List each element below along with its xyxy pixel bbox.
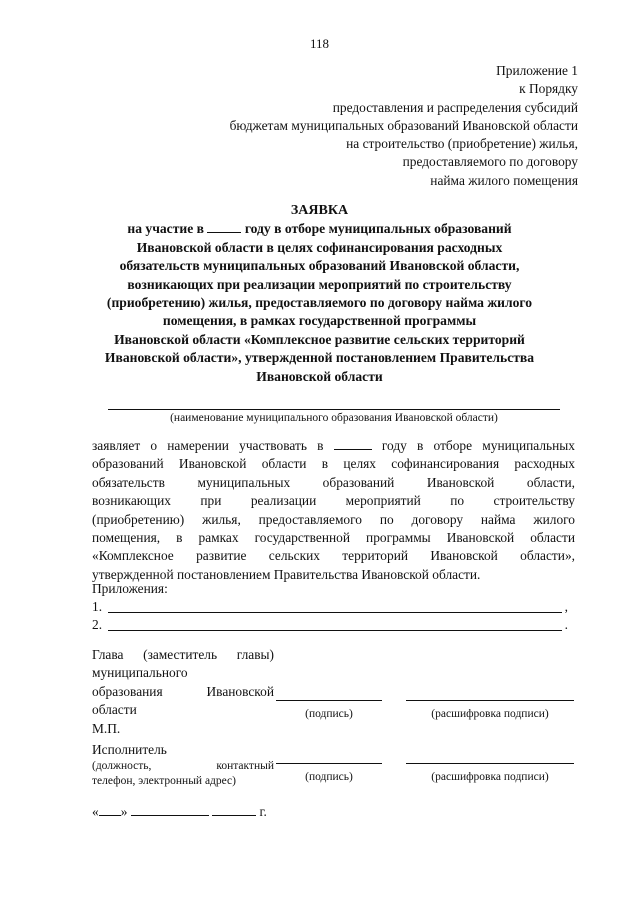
- heading-line: возникающих при реализации мероприятий по строительству: [127, 276, 512, 292]
- heading-line: (приобретению) жилья, предоставляемого по договору найма жилого: [106, 295, 533, 311]
- decoding-caption: (расшифровка подписи): [431, 771, 549, 783]
- attachment-end-mark: ,: [564, 599, 568, 614]
- statement-line: помещения, в рамках государственной программы Ивановской области: [92, 530, 575, 546]
- month-blank[interactable]: [131, 803, 209, 816]
- signature-caption: (подпись): [305, 708, 353, 720]
- executor-detail-line: [92, 759, 274, 774]
- heading-line: Ивановской области: [256, 368, 383, 384]
- statement-text: заявляет о намерении участвовать в: [92, 438, 324, 453]
- appendix-line: бюджетам муниципальных образований Ивановской области: [229, 117, 578, 133]
- appendix-line: предоставляемого по договору: [402, 154, 578, 170]
- heading-text: на участие в: [127, 221, 204, 237]
- appendix-line: предоставления и распределения субсидий: [332, 99, 578, 115]
- date-field: [92, 803, 267, 821]
- application-statement: [92, 437, 575, 584]
- year-suffix: г.: [259, 804, 267, 819]
- signatory-text: главы): [236, 647, 274, 662]
- heading-line: Ивановской области «Комплексное развитие сельских территорий: [114, 331, 525, 347]
- executor-signature-field[interactable]: [276, 763, 382, 764]
- signatory-text: образования: [92, 683, 163, 699]
- executor-detail-line: телефон, электронный адрес): [92, 775, 236, 787]
- decoding-caption: (расшифровка подписи): [431, 708, 549, 720]
- document-title: ЗАЯВКА: [290, 203, 349, 218]
- executor-details: [92, 759, 274, 789]
- heading-text: году в отборе муниципальных образований: [244, 221, 512, 237]
- statement-text: году в отборе муниципальных: [381, 438, 575, 453]
- head-signature-field[interactable]: [276, 700, 382, 701]
- appendix-reference: [118, 62, 578, 190]
- statement-line: (приобретению) жилья, предоставляемого по договору найма жилого: [92, 511, 575, 527]
- attachment-end-mark: .: [564, 617, 568, 632]
- head-signatory-block: [92, 646, 274, 738]
- head-decoding-field[interactable]: [406, 700, 574, 701]
- year-blank[interactable]: [212, 803, 256, 816]
- signatory-text: Глава: [92, 647, 124, 662]
- executor-block: [92, 741, 274, 789]
- statement-line: «Комплексное развитие сельских территорий Ивановской области»,: [92, 548, 575, 564]
- attachment-number: 2.: [92, 617, 103, 632]
- appendix-line: на строительство (приобретение) жилья,: [346, 136, 578, 152]
- heading-line: обязательств муниципальных образований Ивановской области,: [119, 258, 520, 274]
- attachments-title: Приложения:: [92, 581, 168, 596]
- quote-close: »: [120, 804, 128, 819]
- attachment-number: 1.: [92, 599, 103, 614]
- page-number: 118: [309, 36, 330, 51]
- executor-title: Исполнитель: [92, 742, 167, 757]
- statement-line: обязательств муниципальных образований Ивановской области,: [92, 474, 575, 490]
- day-blank[interactable]: [99, 803, 121, 816]
- signatory-text: Ивановской: [206, 683, 274, 699]
- municipality-name-caption: (наименование муниципального образования Ивановской области): [170, 412, 498, 424]
- statement-line: возникающих при реализации мероприятий по строительству: [92, 493, 575, 509]
- signatory-line: [92, 646, 274, 664]
- municipality-name-field[interactable]: [108, 409, 560, 410]
- attachment-item: [92, 616, 572, 634]
- executor-detail-text: контактный: [216, 760, 274, 772]
- application-heading: [0, 202, 639, 386]
- heading-line: Ивановской области», утвержденной постановлением Правительства: [104, 350, 535, 366]
- executor-detail-text: (должность,: [92, 760, 152, 772]
- statement-line: [92, 437, 575, 455]
- appendix-line: найма жилого помещения: [430, 172, 578, 188]
- attachment-item: [92, 598, 572, 616]
- quote-open: «: [92, 804, 99, 819]
- executor-decoding-field[interactable]: [406, 763, 574, 764]
- signatory-line: [92, 683, 274, 701]
- year-blank: [334, 437, 372, 450]
- statement-line: образований Ивановской области в целях софинансирования расходных: [92, 456, 575, 472]
- signatory-line: области: [92, 702, 137, 718]
- attachment-field[interactable]: [108, 630, 562, 631]
- appendix-line: Приложение 1: [496, 63, 578, 78]
- seal-mark: М.П.: [92, 720, 121, 736]
- appendix-line: к Порядку: [519, 81, 578, 97]
- signatory-line: муниципального: [92, 665, 188, 681]
- statement-line: утвержденной постановлением Правительства Ивановской области.: [92, 566, 481, 582]
- heading-line: [0, 220, 639, 238]
- year-blank: [207, 220, 241, 233]
- attachment-field[interactable]: [108, 612, 562, 613]
- heading-line: Ивановской области в целях софинансирования расходных: [136, 239, 503, 255]
- signature-caption: (подпись): [305, 771, 353, 783]
- signatory-text: (заместитель: [143, 647, 218, 662]
- heading-line: помещения, в рамках государственной программы: [162, 313, 477, 329]
